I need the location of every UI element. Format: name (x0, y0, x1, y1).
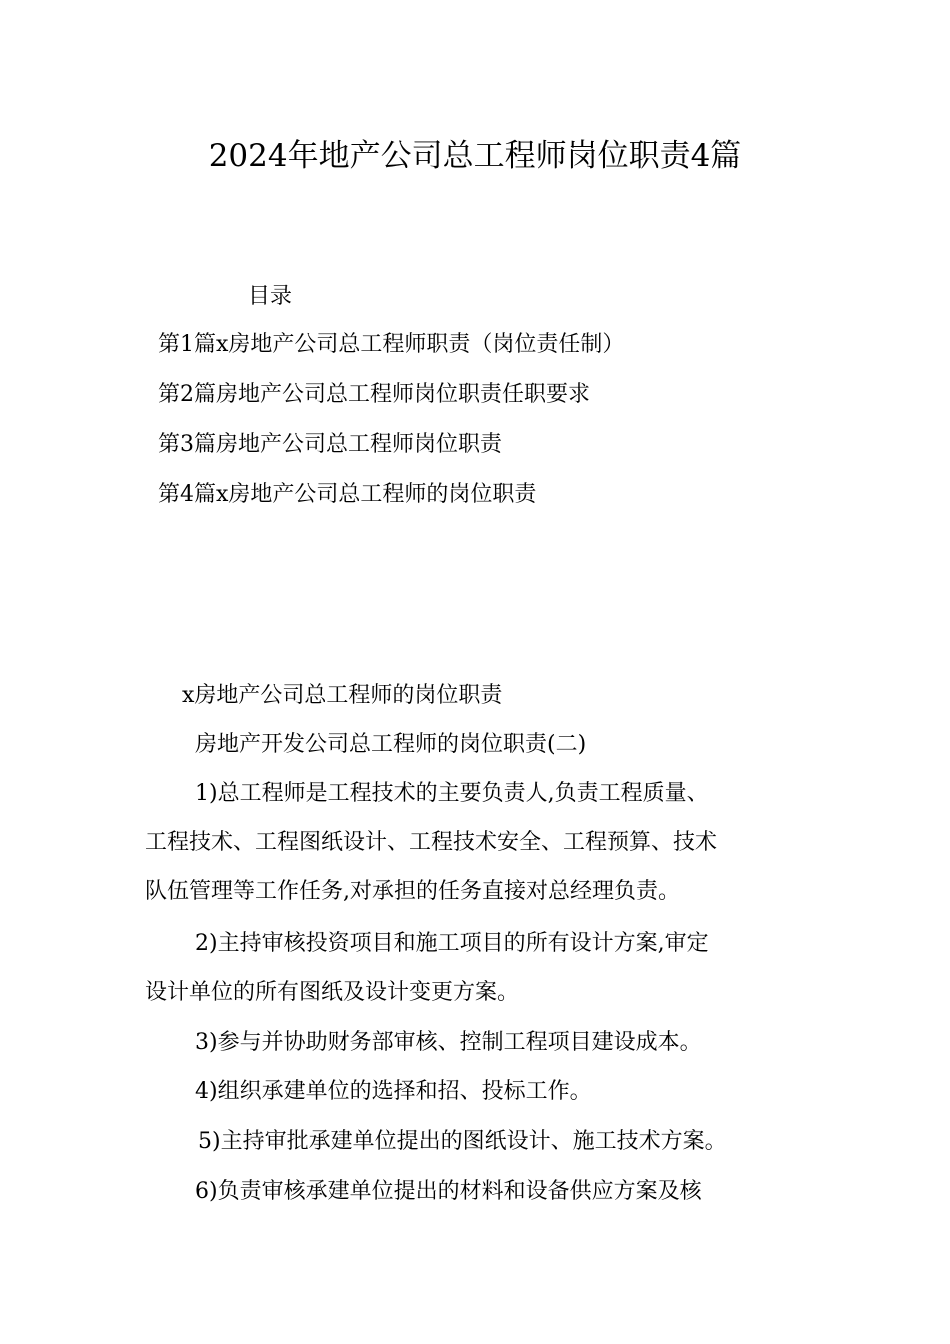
toc-heading: 目录 (248, 284, 293, 309)
body-paragraph-line: 设计单位的所有图纸及设计变更方案。 (145, 980, 520, 1005)
body-paragraph-line: 2)主持审核投资项目和施工项目的所有设计方案,审定 (195, 931, 709, 956)
body-paragraph-line: 5)主持审批承建单位提出的图纸设计、施工技术方案。 (198, 1129, 727, 1154)
body-paragraph-line: 4)组织承建单位的选择和招、投标工作。 (195, 1079, 592, 1104)
document-title: 2024年地产公司总工程师岗位职责4篇 (208, 138, 742, 174)
body-paragraph-line: 1)总工程师是工程技术的主要负责人,负责工程质量、 (195, 781, 709, 806)
body-paragraph-line: 队伍管理等工作任务,对承担的任务直接对总经理负责。 (145, 879, 680, 904)
section-heading: x房地产公司总工程师的岗位职责 (182, 683, 503, 708)
toc-item: 第1篇x房地产公司总工程师职责（岗位责任制） (158, 332, 625, 357)
section-subheading: 房地产开发公司总工程师的岗位职责(二) (195, 732, 587, 757)
table-of-contents (158, 329, 624, 529)
body-paragraph-line: 6)负责审核承建单位提出的材料和设备供应方案及核 (195, 1179, 702, 1204)
toc-item: 第3篇房地产公司总工程师岗位职责 (158, 432, 502, 457)
body-paragraph-line: 工程技术、工程图纸设计、工程技术安全、工程预算、技术 (145, 830, 718, 855)
body-paragraph-line: 3)参与并协助财务部审核、控制工程项目建设成本。 (195, 1030, 702, 1055)
toc-item: 第2篇房地产公司总工程师岗位职责任职要求 (158, 382, 590, 407)
toc-item: 第4篇x房地产公司总工程师的岗位职责 (158, 482, 537, 507)
